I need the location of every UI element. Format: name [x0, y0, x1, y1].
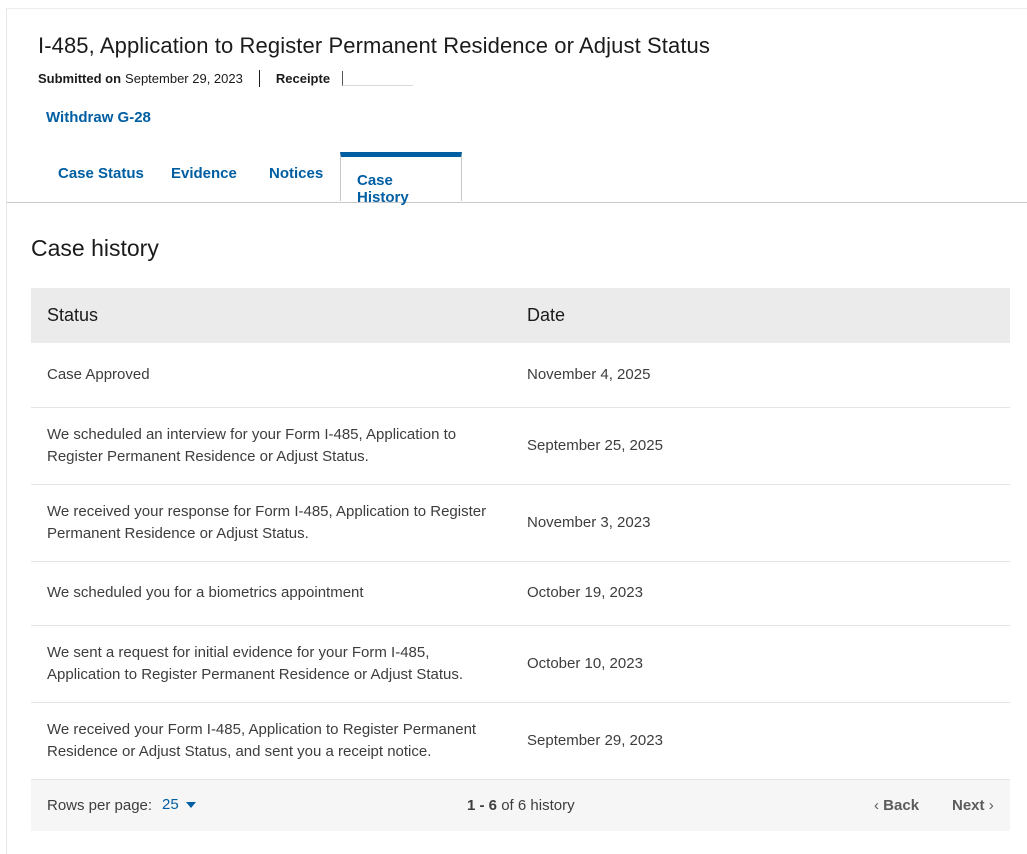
pagination-count — [467, 797, 575, 814]
table-header-row — [31, 288, 1010, 343]
table-row — [31, 702, 1010, 779]
date-cell: September 25, 2025 — [521, 407, 1010, 484]
status-cell — [31, 484, 521, 561]
status-text: Case Approved — [47, 365, 150, 383]
chevron-left-icon: ‹ — [874, 797, 879, 814]
status-text: We received your Form I-485, Application to Register Permanent Residence or Adjust Status, and sent you a receipt notice. — [47, 720, 477, 760]
table-row — [31, 407, 1010, 484]
case-history-table — [31, 288, 1010, 780]
table-row — [31, 343, 1010, 407]
next-label: Next — [952, 797, 985, 814]
page-card — [6, 8, 1027, 854]
receipt-number-redacted — [342, 71, 413, 86]
status-cell — [31, 702, 521, 779]
table-row — [31, 561, 1010, 625]
pagination-unit: history — [530, 797, 575, 814]
caret-down-icon — [186, 802, 196, 808]
date-cell: September 29, 2023 — [521, 702, 1010, 779]
pagination-total: 6 — [517, 797, 527, 814]
rows-per-page-label: Rows per page: — [47, 797, 153, 814]
status-text: We sent a request for initial evidence for your Form I-485, Application to Register Permanent Residence or Adjust Status. — [47, 643, 464, 683]
tab-evidence[interactable]: Evidence — [171, 165, 237, 182]
date-cell: October 10, 2023 — [521, 625, 1010, 702]
date-cell: November 4, 2025 — [521, 343, 1010, 407]
status-text: We scheduled you for a biometrics appointment — [47, 584, 364, 601]
chevron-right-icon: › — [988, 797, 994, 814]
status-cell — [31, 407, 521, 484]
withdraw-g28-link[interactable]: Withdraw G-28 — [46, 109, 151, 126]
rows-per-page-select[interactable] — [162, 796, 196, 813]
back-label: Back — [883, 797, 920, 814]
pagination-of: of — [501, 797, 514, 814]
receipt-label: Receipte — [275, 71, 331, 86]
page-title: I-485, Application to Register Permanent Residence or Adjust Status — [38, 33, 710, 58]
pagination-bar — [31, 780, 1010, 831]
tab-case-history[interactable]: Case History — [340, 152, 462, 201]
date-cell: October 19, 2023 — [521, 561, 1010, 625]
status-cell — [31, 625, 521, 702]
case-tabs — [7, 152, 1027, 206]
status-cell — [31, 343, 521, 407]
submitted-label: Submitted on — [38, 71, 122, 86]
table-row — [31, 484, 1010, 561]
page-header — [38, 33, 710, 59]
rows-per-page-value: 25 — [162, 796, 179, 813]
status-text: We received your response for Form I-485, Application to Register Permanent Residence or Adjust Status. — [47, 502, 487, 542]
submitted-date: September 29, 2023 — [125, 71, 243, 86]
meta-divider — [259, 70, 260, 87]
case-meta — [38, 70, 413, 87]
back-button[interactable] — [874, 797, 919, 814]
column-header-status: Status — [31, 288, 521, 343]
table-row — [31, 625, 1010, 702]
pagination-range: 1 - 6 — [467, 797, 498, 814]
date-cell: November 3, 2023 — [521, 484, 1010, 561]
next-button[interactable] — [952, 797, 994, 814]
section-title: Case history — [31, 235, 159, 261]
status-text: We scheduled an interview for your Form I-485, Application to Register Permanent Residence or Adjust Status. — [47, 425, 457, 465]
column-header-date: Date — [521, 288, 1010, 343]
status-cell — [31, 561, 521, 625]
tab-case-status[interactable]: Case Status — [58, 165, 144, 182]
tab-notices[interactable]: Notices — [269, 165, 324, 182]
